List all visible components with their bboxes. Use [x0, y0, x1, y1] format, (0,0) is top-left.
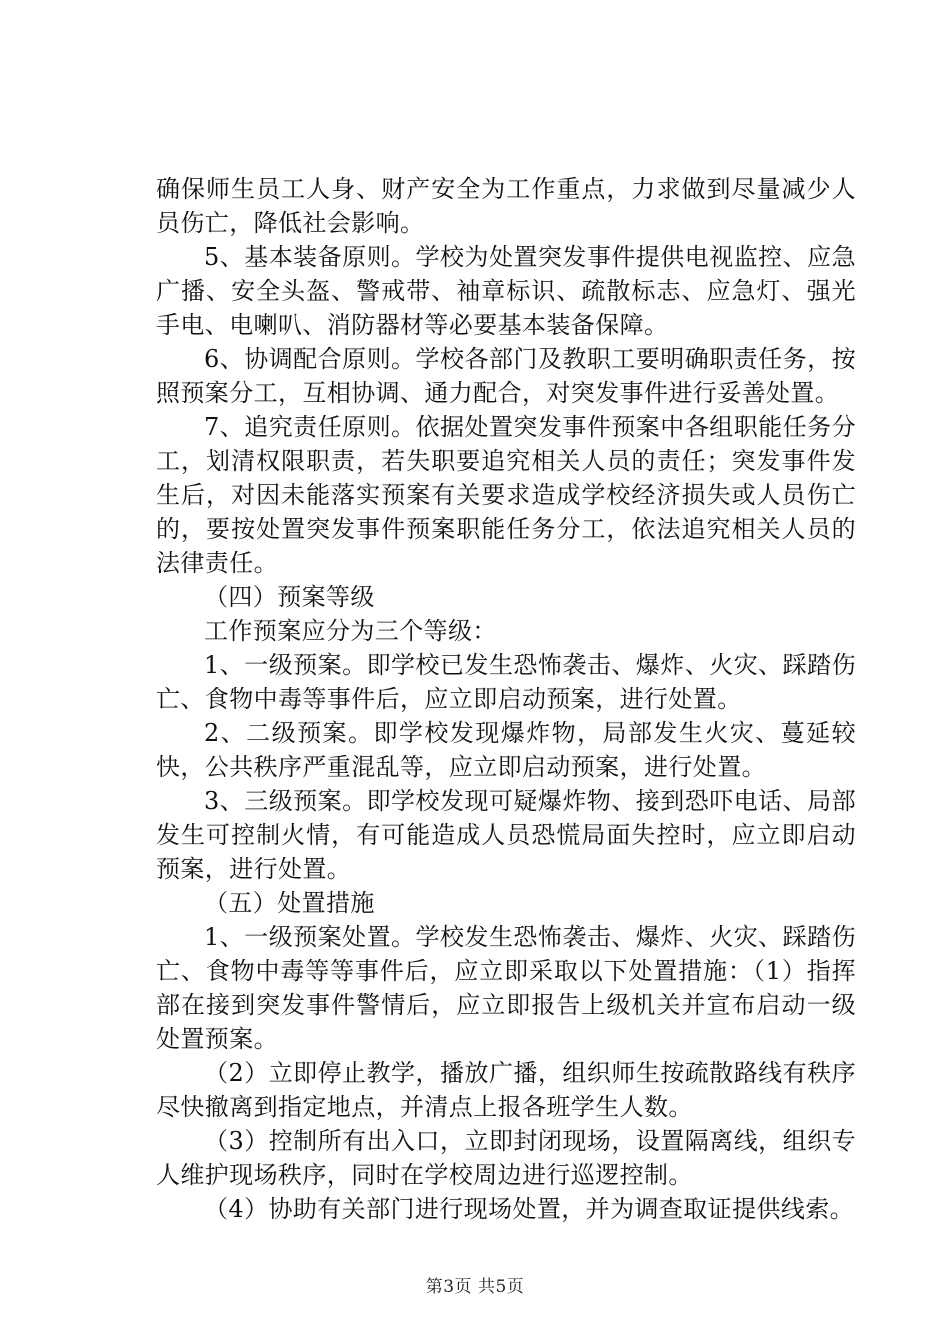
document-body — [156, 172, 856, 1226]
section-heading-5: （五）处置措施 — [204, 889, 375, 917]
paragraph-6: 工作预案应分为三个等级： — [204, 617, 497, 645]
paragraph-14: （4）协助有关部门进行现场处置，并为调查取证提供线索。 — [204, 1195, 855, 1223]
paragraph-9: 3、三级预案。即学校发现可疑爆炸物、接到恐吓电话、局部发生可控制火情，有可能造成人员恐慌局面失控时，应立即启动预案，进行处置。 — [156, 787, 856, 883]
paragraph-8: 2、二级预案。即学校发现爆炸物，局部发生火灾、蔓延较快，公共秩序严重混乱等，应立即启动预案，进行处置。 — [156, 719, 856, 781]
paragraph-3: 6、协调配合原则。学校各部门及教职工要明确职责任务，按照预案分工，互相协调、通力配合，对突发事件进行妥善处置。 — [156, 345, 856, 407]
paragraph-1: 确保师生员工人身、财产安全为工作重点，力求做到尽量减少人员伤亡，降低社会影响。 — [156, 175, 856, 237]
paragraph-7: 1、一级预案。即学校已发生恐怖袭击、爆炸、火灾、踩踏伤亡、食物中毒等事件后，应立即启动预案，进行处置。 — [156, 651, 856, 713]
paragraph-4: 7、追究责任原则。依据处置突发事件预案中各组职能任务分工，划清权限职责，若失职要追究相关人员的责任；突发事件发生后，对因未能落实预案有关要求造成学校经济损失或人员伤亡的，要按处置突发事件预案职能任务分工，依法追究相关人员的法律责任。 — [156, 413, 856, 577]
section-heading-4: （四）预案等级 — [204, 583, 375, 611]
paragraph-2: 5、基本装备原则。学校为处置突发事件提供电视监控、应急广播、安全头盔、警戒带、袖章标识、疏散标志、应急灯、强光手电、电喇叭、消防器材等必要基本装备保障。 — [156, 243, 856, 339]
paragraph-12: （2）立即停止教学，播放广播，组织师生按疏散路线有秩序尽快撤离到指定地点，并清点上报各班学生人数。 — [156, 1059, 856, 1121]
paragraph-13: （3）控制所有出入口，立即封闭现场，设置隔离线，组织专人维护现场秩序，同时在学校周边进行巡逻控制。 — [156, 1127, 856, 1189]
page-number-footer: 第3页 共5页 — [425, 1277, 525, 1297]
paragraph-11: 1、一级预案处置。学校发生恐怖袭击、爆炸、火灾、踩踏伤亡、食物中毒等等事件后，应立即采取以下处置措施：（1）指挥部在接到突发事件警情后，应立即报告上级机关并宣布启动一级处置预案。 — [156, 923, 856, 1053]
